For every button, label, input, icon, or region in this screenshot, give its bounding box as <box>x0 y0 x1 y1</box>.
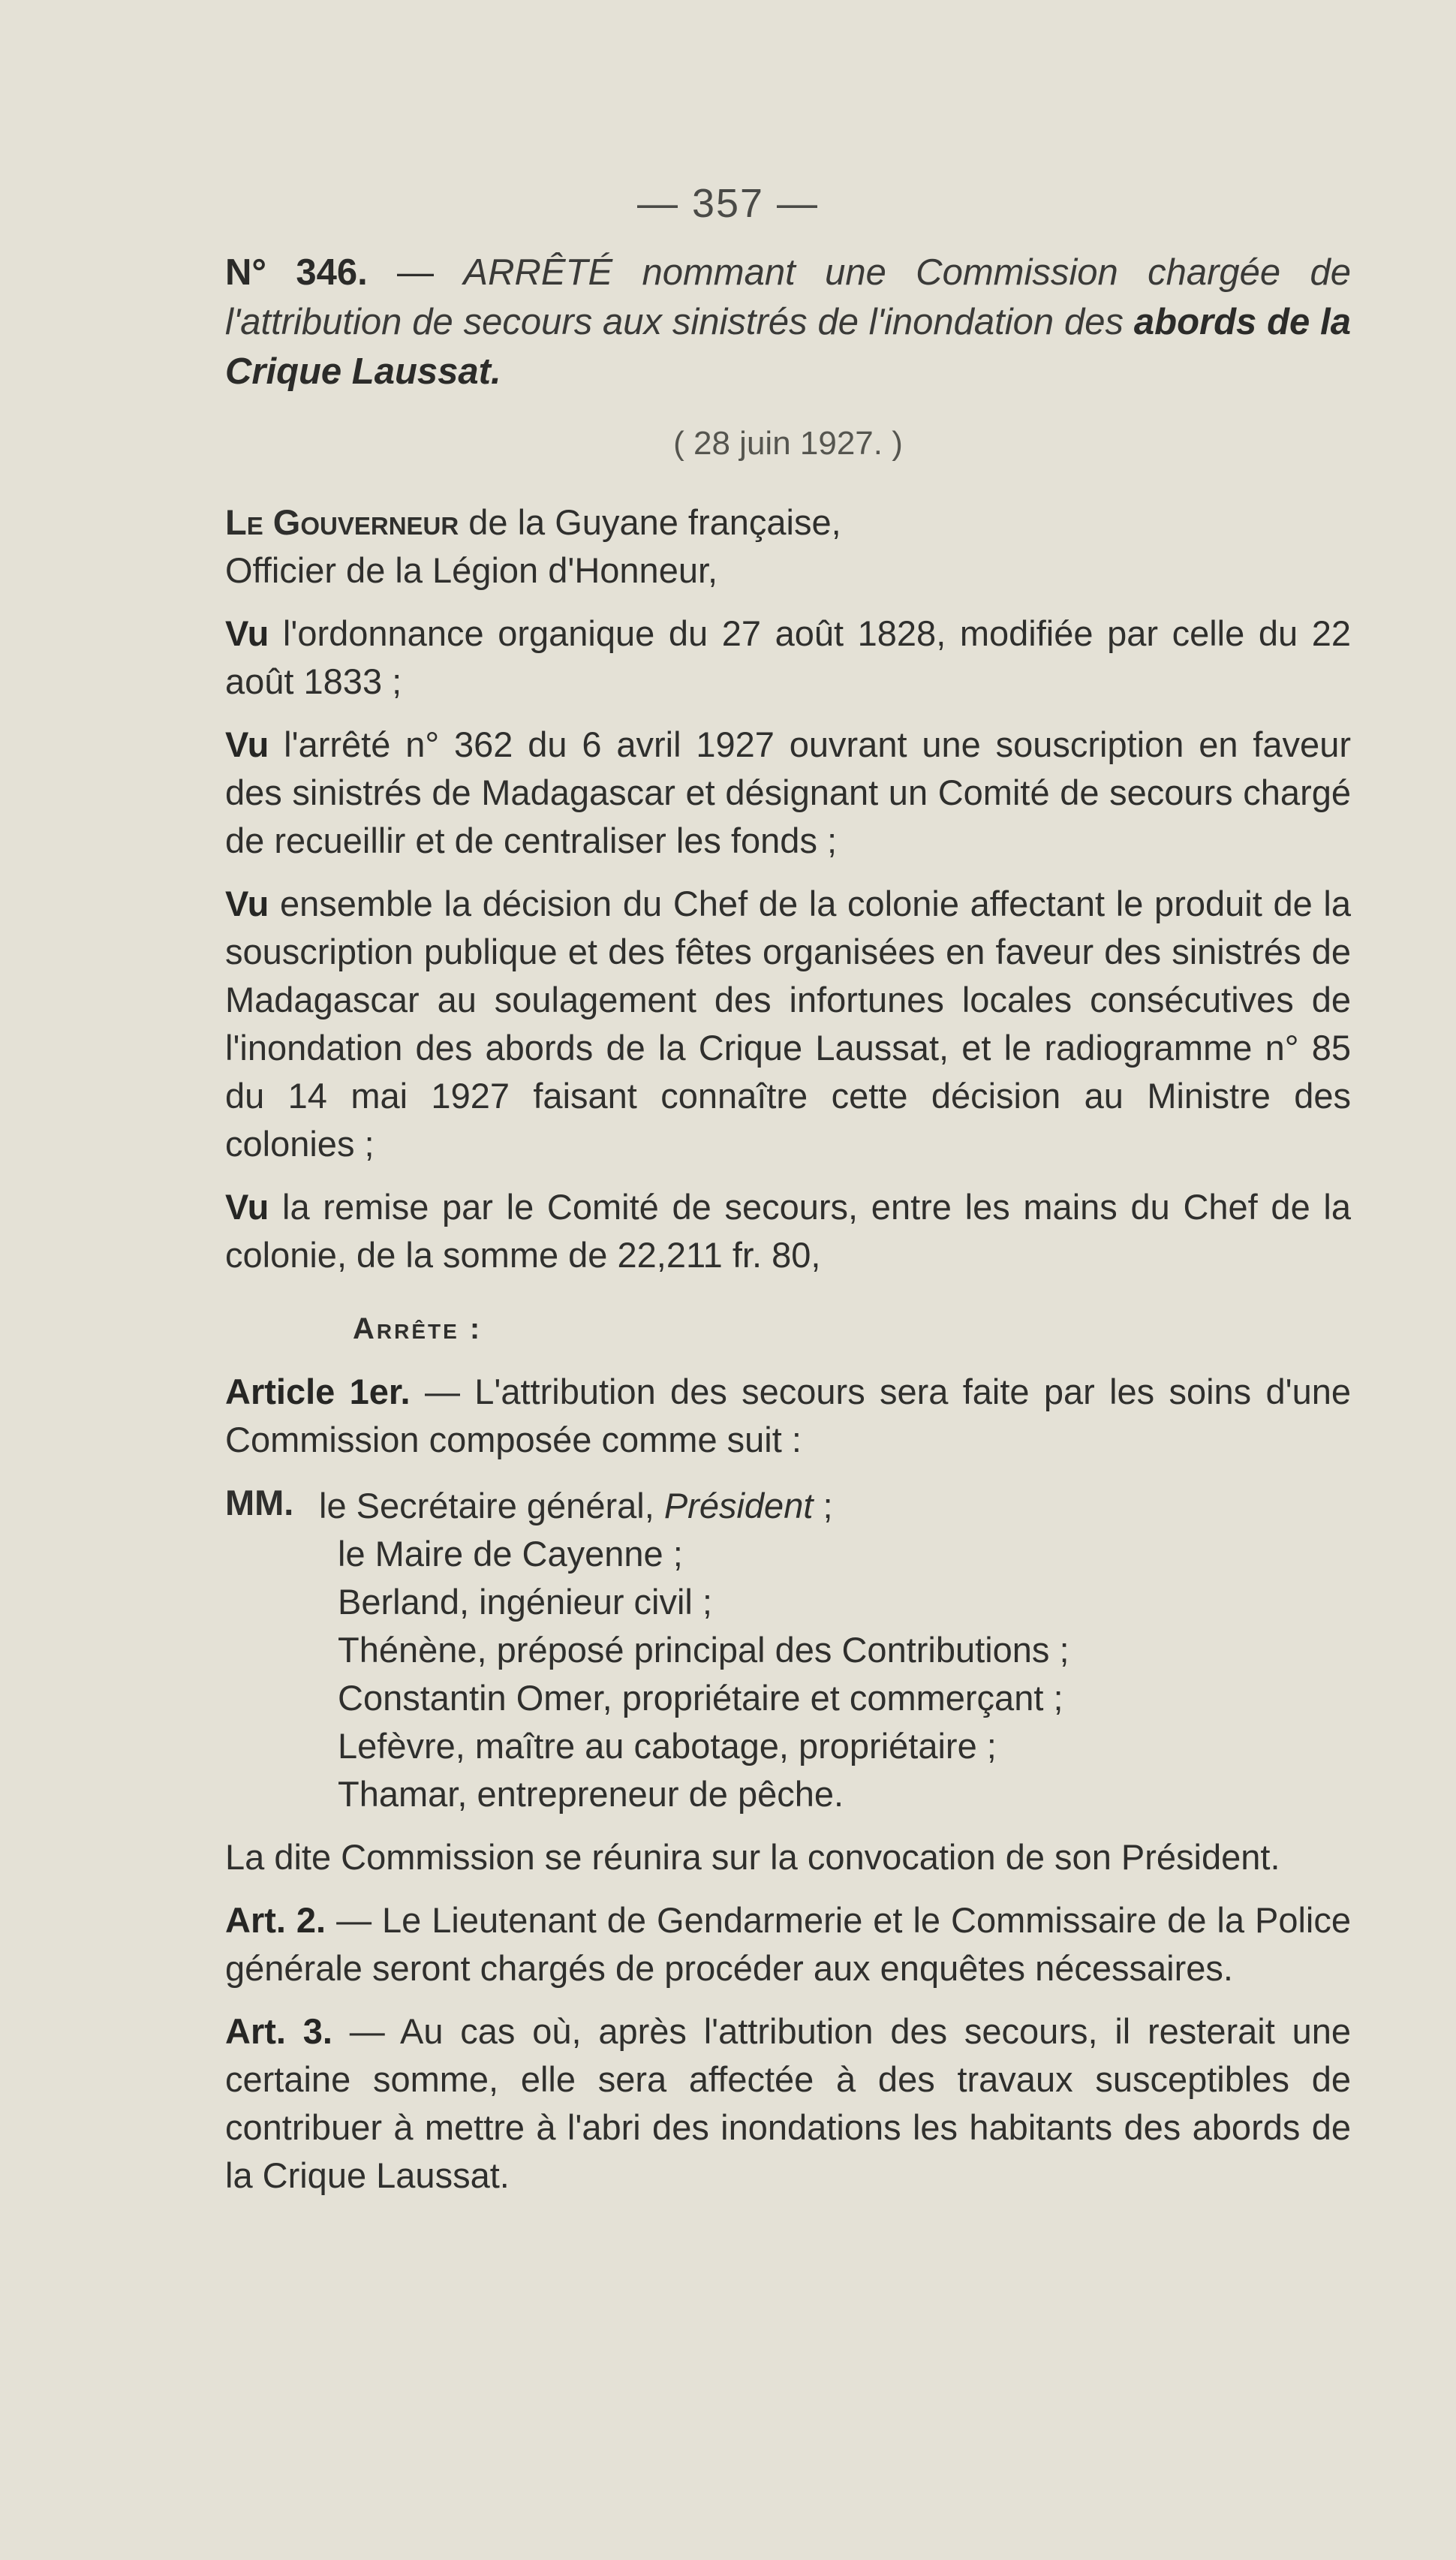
governor-territory: de la Guyane française, <box>468 502 841 542</box>
member-item: Thénène, préposé principal des Contributions ; <box>338 1630 1069 1670</box>
members-list <box>225 1482 1351 1530</box>
article-3 <box>225 2007 1351 2200</box>
article-3-label: Art. 3. <box>225 2011 332 2051</box>
vu-lead: Vu <box>225 884 269 923</box>
vu-paragraph-3 <box>225 880 1351 1168</box>
vu-paragraph-4 <box>225 1183 1351 1279</box>
article-3-text: — Au cas où, après l'attribution des secours, il resterait une certaine somme, elle sera affectée à des travaux susceptibles de contribuer à mettre à l'abri des inondations les habitants des abords de la Crique Laussat. <box>225 2011 1352 2195</box>
governor-line <box>225 498 1351 547</box>
member-item: Thamar, entrepreneur de pêche. <box>338 1774 844 1814</box>
arrete-heading: Arrête : <box>353 1312 483 1345</box>
members-first <box>319 1482 833 1530</box>
decree-title <box>225 248 1351 396</box>
page-number: — 357 — <box>636 181 820 226</box>
article-1 <box>225 1368 1351 1464</box>
decree-number: N° 346. <box>225 252 368 293</box>
vu-paragraph-2 <box>225 721 1351 865</box>
vu-text: la remise par le Comité de secours, entre les mains du Chef de la colonie, de la somme de 22,211 fr. 80, <box>225 1187 1351 1275</box>
commission-note: La dite Commission se réunira sur la convocation de son Président. <box>225 1837 1280 1877</box>
vu-text: ensemble la décision du Chef de la colonie affectant le produit de la souscription publique et des fêtes organisées en faveur des sinistrés de Madagascar au soulagement des infortunes locales consécutives de l'inondation des abords de la Crique Laussat, et le radiogramme n° 85 du 14 mai 1927 faisant connaître cette décision au Ministre des colonies ; <box>225 884 1351 1164</box>
member-item: Lefèvre, maître au cabotage, propriétaire ; <box>338 1726 997 1766</box>
vu-lead: Vu <box>225 613 269 653</box>
article-2 <box>225 1896 1351 1992</box>
decree-date: ( 28 juin 1927. ) <box>673 425 903 462</box>
article-1-label: Article 1er. <box>225 1372 411 1411</box>
vu-lead: Vu <box>225 724 269 764</box>
officier-line: Officier de la Légion d'Honneur, <box>225 550 718 590</box>
decree-title-end: abords de la Crique Laussat. <box>225 302 1352 392</box>
member-item: Constantin Omer, propriétaire et commerçant ; <box>338 1678 1063 1718</box>
member-president: le Secrétaire général, <box>319 1486 654 1525</box>
decree-title-text: ARRÊTÉ nommant une Commission chargée de l'attribution de secours aux sinistrés de l'inondation des <box>225 252 1351 342</box>
article-1-text: — L'attribution des secours sera faite par les soins d'une Commission composée comme suit : <box>225 1372 1352 1459</box>
article-2-text: — Le Lieutenant de Gendarmerie et le Commissaire de la Police générale seront chargés de procéder aux enquêtes nécessaires. <box>225 1900 1351 1988</box>
governor-title: Le Gouverneur <box>225 502 459 542</box>
vu-text: l'ordonnance organique du 27 août 1828, modifiée par celle du 22 août 1833 ; <box>225 613 1351 701</box>
member-item: Berland, ingénieur civil ; <box>338 1582 712 1622</box>
article-2-label: Art. 2. <box>225 1900 326 1940</box>
document-body <box>225 248 1351 2200</box>
members-label: MM. <box>225 1483 294 1522</box>
vu-paragraph-1 <box>225 610 1351 706</box>
vu-lead: Vu <box>225 1187 269 1227</box>
member-president-role: Président <box>663 1486 814 1525</box>
vu-text: l'arrêté n° 362 du 6 avril 1927 ouvrant une souscription en faveur des sinistrés de Madagascar et désignant un Comité de secours chargé de recueillir et de centraliser les fonds ; <box>225 724 1351 860</box>
title-dash: — <box>367 252 464 293</box>
member-president-end: ; <box>813 1486 833 1525</box>
member-item: le Maire de Cayenne ; <box>338 1534 683 1574</box>
